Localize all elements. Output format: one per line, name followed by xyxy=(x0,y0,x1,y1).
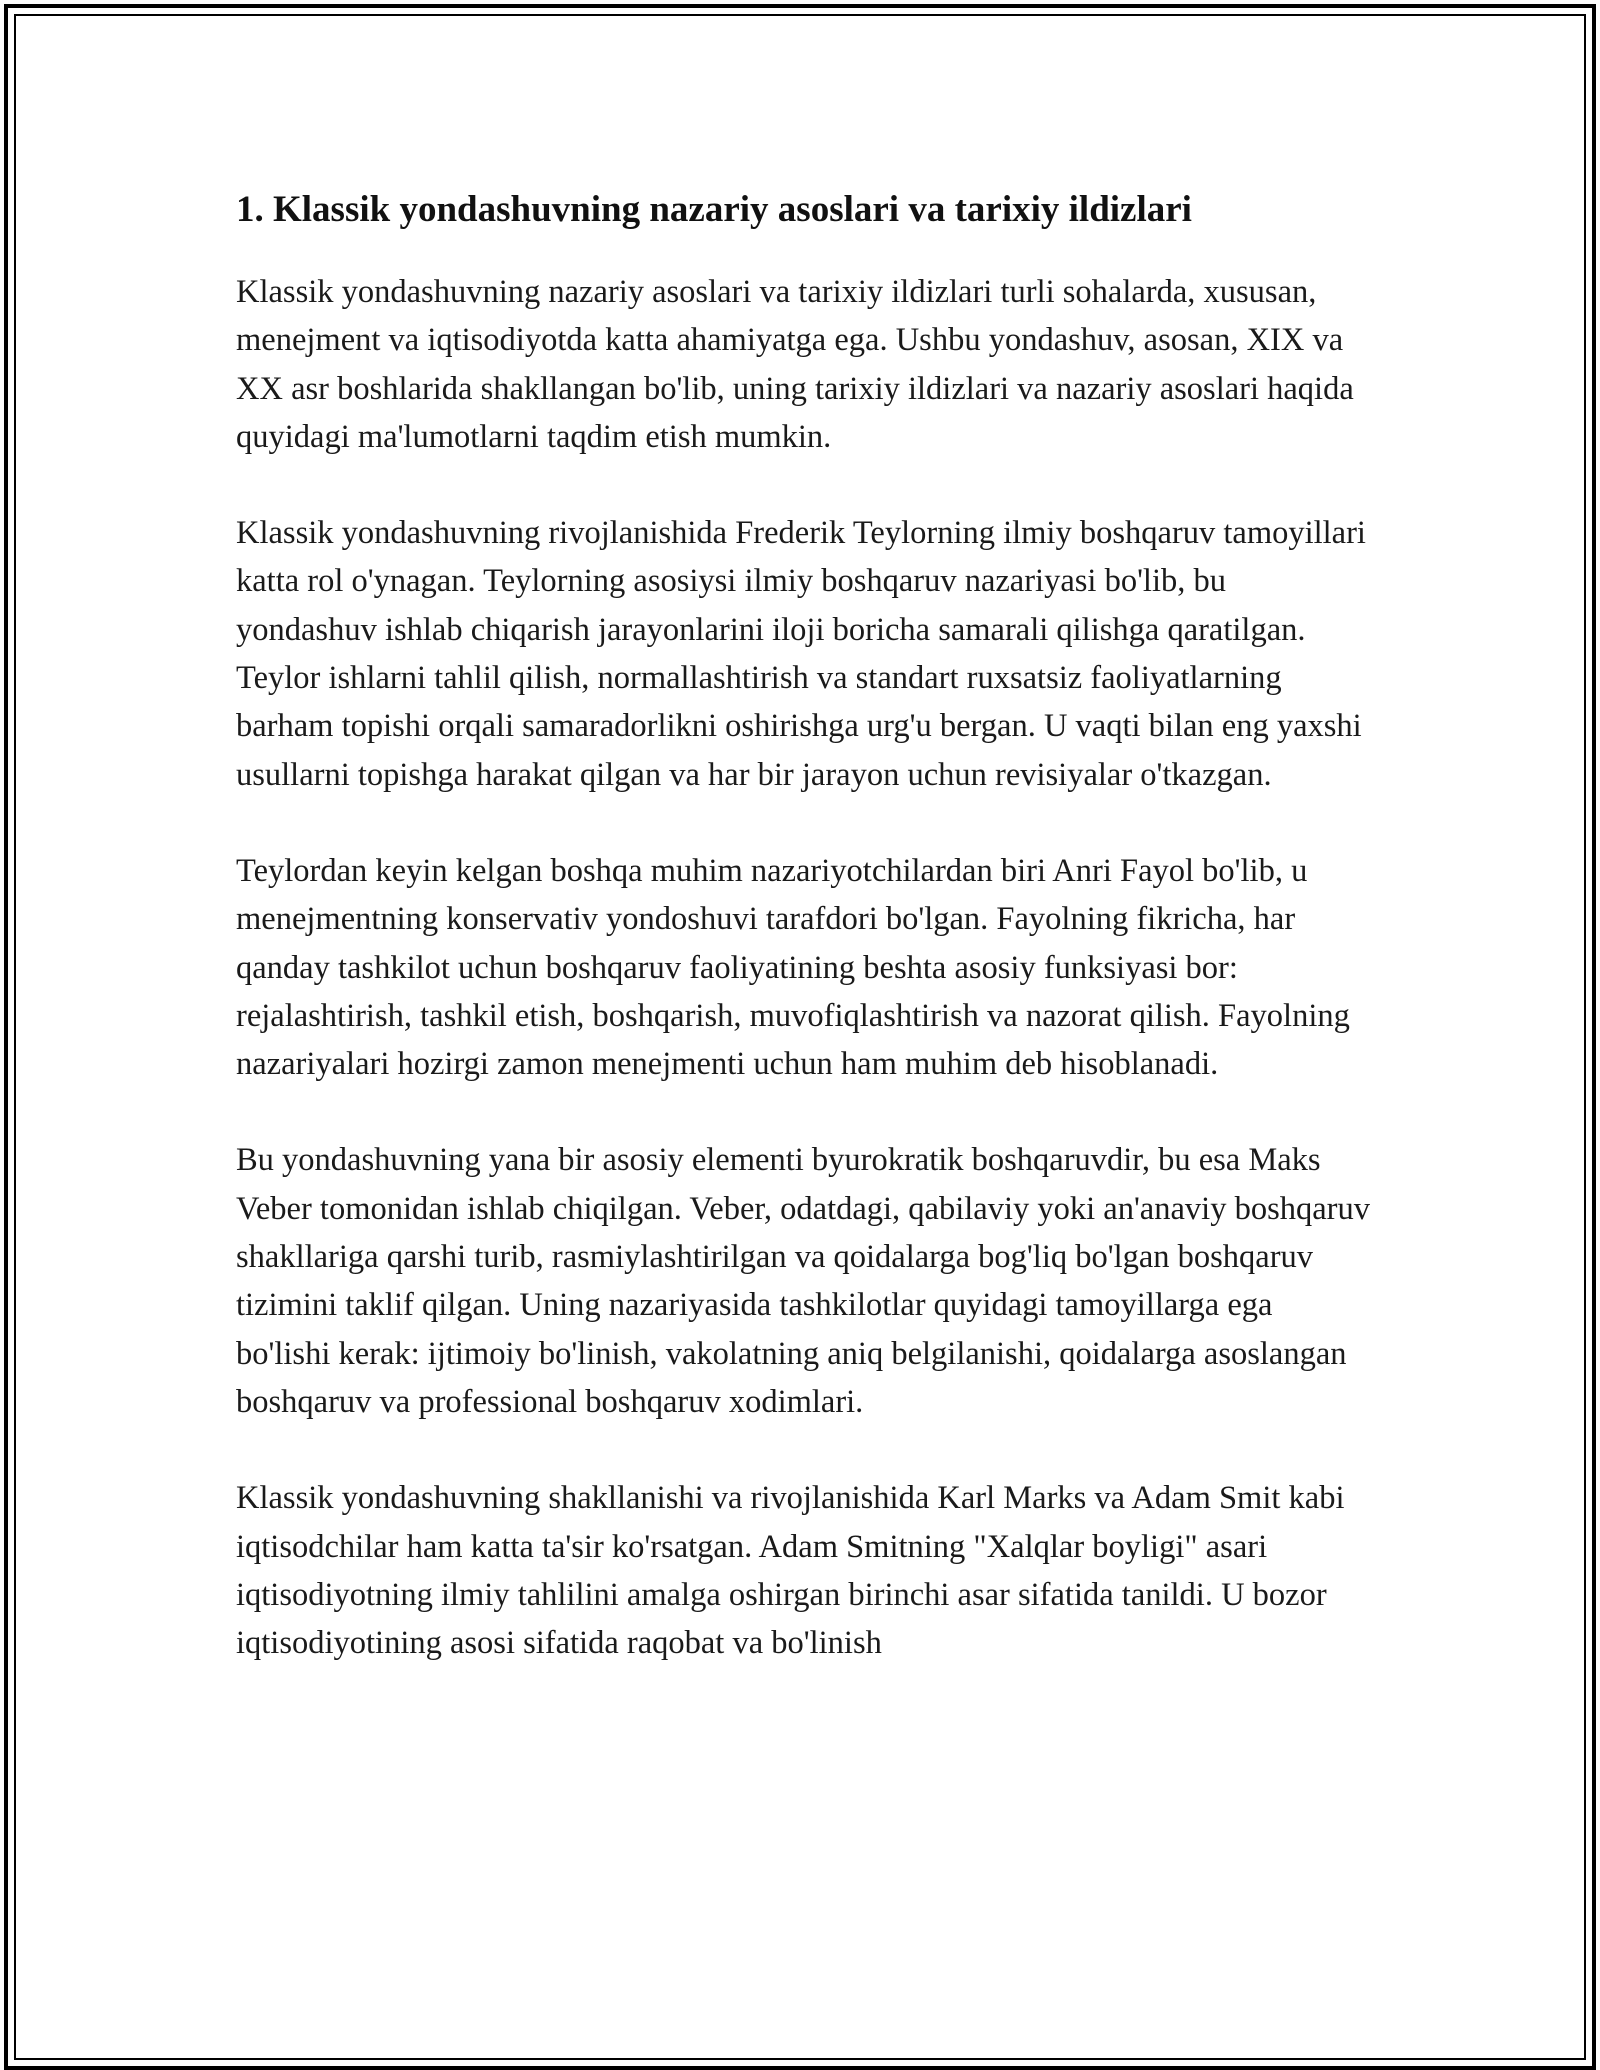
paragraph-1: Klassik yondashuvning nazariy asoslari va tarixiy ildizlari turli sohalarda, xususan, menejment va iqtisodiyotda katta ahamiyatga ega. Ushbu yondashuv, asosan, XIX va XX asr boshlarida shakllangan bo'lib, uning tarixiy ildizlari va nazariy asoslari haqida quyidagi ma'lumotlarni taqdim etish mumkin. xyxy=(236,274,1354,455)
paragraph-4: Bu yondashuvning yana bir asosiy elementi byurokratik boshqaruvdir, bu esa Maks Veber tomonidan ishlab chiqilgan. Veber, odatdagi, qabilaviy yoki an'anaviy boshqaruv shakllariga qarshi turib, rasmiylashtirilgan va qoidalarga bog'liq bo'lgan boshqaruv tizimini taklif qilgan. Uning nazariyasida tashkilotlar quyidagi tamoyillarga ega bo'lishi kerak: ijtimoiy bo'linish, vakolatning aniq belgilanishi, qoidalarga asoslangan boshqaruv va professional boshqaruv xodimlari. xyxy=(236,1142,1370,1420)
paragraph-3: Teylordan keyin kelgan boshqa muhim nazariyotchilardan biri Anri Fayol bo'lib, u menejmentning konservativ yondoshuvi tarafdori bo'lgan. Fayolning fikricha, har qanday tashkilot uchun boshqaruv faoliyatining beshta asosiy funksiyasi bor: rejalashtirish, tashkil etish, boshqarish, muvofiqlashtirish va nazorat qilish. Fayolning nazariyalari hozirgi zamon menejmenti uchun ham muhim deb hisoblanadi. xyxy=(236,852,1350,1083)
section-heading: 1. Klassik yondashuvning nazariy asoslari va tarixiy ildizlari xyxy=(236,189,1192,230)
paragraph-5: Klassik yondashuvning shakllanishi va rivojlanishida Karl Marks va Adam Smit kabi iqtisodchilar ham katta ta'sir ko'rsatgan. Adam Smitning "Xalqlar boyligi" asari iqtisodiyotning ilmiy tahlilini amalga oshirgan birinchi asar sifatida tanildi. U bozor iqtisodiyotining asosi sifatida raqobat va bo'linish xyxy=(236,1480,1345,1662)
document-body xyxy=(236,186,1371,1715)
paragraph-2: Klassik yondashuvning rivojlanishida Frederik Teylorning ilmiy boshqaruv tamoyillari katta rol o'ynagan. Teylorning asosiysi ilmiy boshqaruv nazariyasi bo'lib, bu yondashuv ishlab chiqarish jarayonlarini iloji boricha samarali qilishga qaratilgan. Teylor ishlarni tahlil qilish, normallashtirish va standart ruxsatsiz faoliyatlarning barham topishi orqali samaradorlikni oshirishga urg'u bergan. U vaqti bilan eng yaxshi usullarni topishga harakat qilgan va har bir jarayon uchun revisiyalar o'tkazgan. xyxy=(236,515,1366,793)
